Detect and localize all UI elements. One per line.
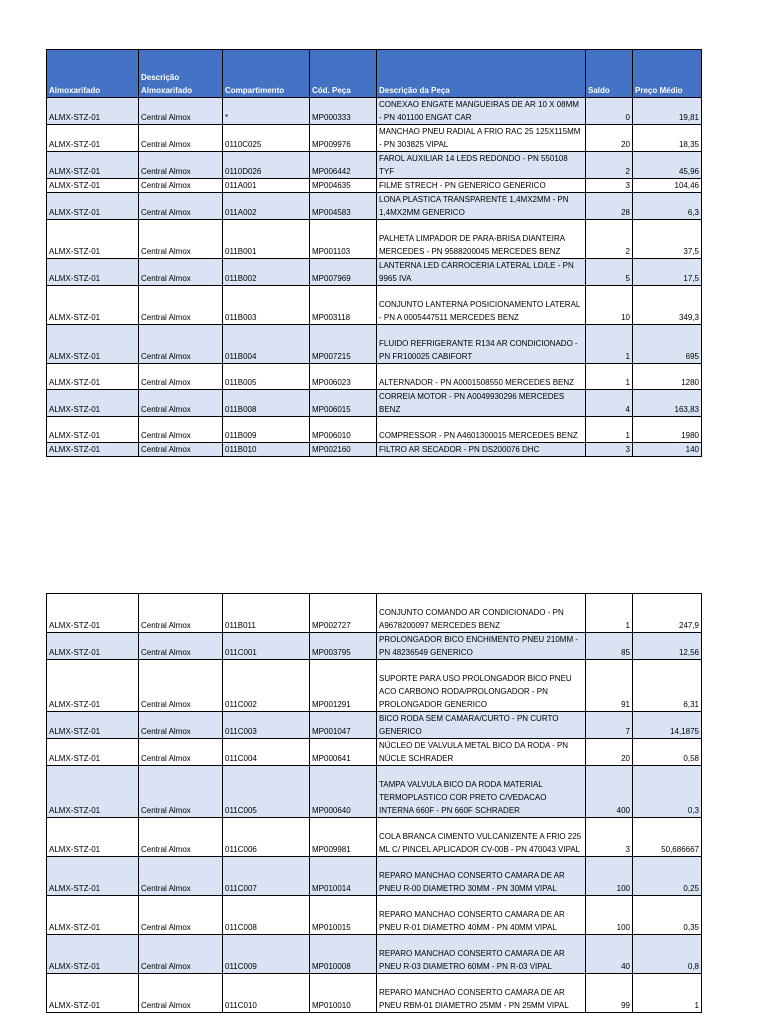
cell-cod-peca: MP006015	[310, 390, 377, 417]
cell-preco-medio: 1	[633, 974, 702, 1013]
cell-cod-peca: MP003118	[310, 286, 377, 325]
table-row	[47, 935, 702, 974]
cell-almoxarifado: ALMX-STZ-01	[47, 896, 139, 935]
cell-descricao-almoxarifado: Central Almox	[139, 179, 223, 193]
inventory-table-page-1	[46, 49, 702, 457]
cell-descricao-almoxarifado: Central Almox	[139, 857, 223, 896]
table-row	[47, 633, 702, 660]
cell-preco-medio: 19,81	[633, 98, 702, 125]
cell-saldo: 3	[586, 443, 633, 457]
cell-saldo: 85	[586, 633, 633, 660]
cell-descricao-almoxarifado: Central Almox	[139, 98, 223, 125]
cell-descricao-almoxarifado: Central Almox	[139, 935, 223, 974]
cell-almoxarifado: ALMX-STZ-01	[47, 364, 139, 390]
table-row	[47, 179, 702, 193]
cell-descricao-almoxarifado: Central Almox	[139, 325, 223, 364]
cell-preco-medio: 349,3	[633, 286, 702, 325]
cell-preco-medio: 37,5	[633, 220, 702, 259]
cell-descricao-almoxarifado: Central Almox	[139, 417, 223, 443]
cell-compartimento: 011B008	[223, 390, 310, 417]
cell-preco-medio: 140	[633, 443, 702, 457]
cell-almoxarifado: ALMX-STZ-01	[47, 125, 139, 152]
cell-preco-medio: 17,5	[633, 259, 702, 286]
cell-preco-medio: 1980	[633, 417, 702, 443]
cell-descricao-peca: BICO RODA SEM CAMARA/CURTO - PN CURTO GENERICO	[377, 712, 586, 739]
cell-preco-medio: 18,35	[633, 125, 702, 152]
header-row	[47, 50, 702, 98]
cell-preco-medio: 12,56	[633, 633, 702, 660]
header-descricao-peca: Descrição da Peça	[377, 50, 586, 98]
cell-almoxarifado: ALMX-STZ-01	[47, 935, 139, 974]
header-saldo: Saldo	[586, 50, 633, 98]
table-row	[47, 390, 702, 417]
cell-saldo: 20	[586, 739, 633, 766]
cell-cod-peca: MP004635	[310, 179, 377, 193]
cell-cod-peca: MP010010	[310, 974, 377, 1013]
cell-cod-peca: MP001103	[310, 220, 377, 259]
cell-compartimento: 011B009	[223, 417, 310, 443]
cell-cod-peca: MP001047	[310, 712, 377, 739]
cell-descricao-peca: LANTERNA LED CARROCERIA LATERAL LD/LE - PN 9965 IVA	[377, 259, 586, 286]
cell-cod-peca: MP002727	[310, 594, 377, 633]
cell-cod-peca: MP000333	[310, 98, 377, 125]
cell-compartimento: 011C008	[223, 896, 310, 935]
cell-descricao-almoxarifado: Central Almox	[139, 660, 223, 712]
cell-saldo: 7	[586, 712, 633, 739]
cell-compartimento: 011B003	[223, 286, 310, 325]
table-row	[47, 739, 702, 766]
cell-descricao-peca: FILTRO AR SECADOR - PN DS200076 DHC	[377, 443, 586, 457]
table-row	[47, 712, 702, 739]
cell-descricao-almoxarifado: Central Almox	[139, 364, 223, 390]
cell-saldo: 20	[586, 125, 633, 152]
cell-descricao-peca: ALTERNADOR - PN A0001508550 MERCEDES BENZ	[377, 364, 586, 390]
cell-preco-medio: 6,31	[633, 660, 702, 712]
cell-cod-peca: MP006023	[310, 364, 377, 390]
cell-compartimento: 011C004	[223, 739, 310, 766]
inventory-table-page-2	[46, 593, 702, 1013]
cell-saldo: 10	[586, 286, 633, 325]
cell-compartimento: 011A002	[223, 193, 310, 220]
cell-descricao-peca: PROLONGADOR BICO ENCHIMENTO PNEU 210MM - PN 48236549 GENERICO	[377, 633, 586, 660]
cell-saldo: 4	[586, 390, 633, 417]
cell-compartimento: 011C010	[223, 974, 310, 1013]
table-row	[47, 417, 702, 443]
cell-descricao-peca: PALHETA LIMPADOR DE PARA-BRISA DIANTEIRA MERCEDES - PN 9588200045 MERCEDES BENZ	[377, 220, 586, 259]
cell-descricao-almoxarifado: Central Almox	[139, 193, 223, 220]
cell-saldo: 100	[586, 857, 633, 896]
cell-descricao-almoxarifado: Central Almox	[139, 739, 223, 766]
cell-preco-medio: 50,686667	[633, 818, 702, 857]
cell-preco-medio: 45,96	[633, 152, 702, 179]
table-row	[47, 766, 702, 818]
cell-almoxarifado: ALMX-STZ-01	[47, 98, 139, 125]
cell-compartimento: 011B010	[223, 443, 310, 457]
cell-saldo: 1	[586, 325, 633, 364]
cell-cod-peca: MP002160	[310, 443, 377, 457]
cell-cod-peca: MP009976	[310, 125, 377, 152]
cell-compartimento: 011C001	[223, 633, 310, 660]
cell-descricao-peca: LONA PLASTICA TRANSPARENTE 1,4MX2MM - PN 1,4MX2MM GENERICO	[377, 193, 586, 220]
cell-compartimento: 011B002	[223, 259, 310, 286]
cell-cod-peca: MP001291	[310, 660, 377, 712]
cell-saldo: 0	[586, 98, 633, 125]
cell-almoxarifado: ALMX-STZ-01	[47, 325, 139, 364]
table-row	[47, 818, 702, 857]
cell-compartimento: 011B005	[223, 364, 310, 390]
table-row	[47, 325, 702, 364]
cell-almoxarifado: ALMX-STZ-01	[47, 259, 139, 286]
cell-compartimento: 011C007	[223, 857, 310, 896]
cell-descricao-peca: NÚCLEO DE VALVULA METAL BICO DA RODA - PN NÚCLE SCHRADER	[377, 739, 586, 766]
cell-compartimento: 0110C025	[223, 125, 310, 152]
header-cod-peca: Cód. Peça	[310, 50, 377, 98]
cell-compartimento: 011C003	[223, 712, 310, 739]
table-row	[47, 259, 702, 286]
cell-saldo: 2	[586, 152, 633, 179]
cell-preco-medio: 0,8	[633, 935, 702, 974]
cell-descricao-almoxarifado: Central Almox	[139, 712, 223, 739]
cell-descricao-almoxarifado: Central Almox	[139, 152, 223, 179]
header-almoxarifado: Almoxarifado	[47, 50, 139, 98]
cell-preco-medio: 247,9	[633, 594, 702, 633]
cell-almoxarifado: ALMX-STZ-01	[47, 443, 139, 457]
cell-almoxarifado: ALMX-STZ-01	[47, 179, 139, 193]
cell-preco-medio: 0,25	[633, 857, 702, 896]
cell-saldo: 28	[586, 193, 633, 220]
cell-saldo: 100	[586, 896, 633, 935]
cell-preco-medio: 104,46	[633, 179, 702, 193]
cell-cod-peca: MP000641	[310, 739, 377, 766]
cell-almoxarifado: ALMX-STZ-01	[47, 712, 139, 739]
cell-preco-medio: 0,3	[633, 766, 702, 818]
cell-cod-peca: MP007969	[310, 259, 377, 286]
cell-descricao-almoxarifado: Central Almox	[139, 259, 223, 286]
cell-compartimento: 011B004	[223, 325, 310, 364]
cell-almoxarifado: ALMX-STZ-01	[47, 152, 139, 179]
header-preco-medio: Preço Médio	[633, 50, 702, 98]
header-descricao-almoxarifado: Descrição Almoxarifado	[139, 50, 223, 98]
cell-descricao-peca: FAROL AUXILIAR 14 LEDS REDONDO - PN 550108 TYF	[377, 152, 586, 179]
table-row	[47, 98, 702, 125]
table-row	[47, 286, 702, 325]
cell-cod-peca: MP004583	[310, 193, 377, 220]
table-row	[47, 220, 702, 259]
cell-descricao-peca: COLA BRANCA CIMENTO VULCANIZENTE A FRIO 225 ML C/ PINCEL APLICADOR CV-00B - PN 470043 VIPAL	[377, 818, 586, 857]
cell-saldo: 1	[586, 364, 633, 390]
cell-descricao-almoxarifado: Central Almox	[139, 286, 223, 325]
cell-cod-peca: MP000640	[310, 766, 377, 818]
cell-compartimento: 011B001	[223, 220, 310, 259]
cell-descricao-peca: REPARO MANCHAO CONSERTO CAMARA DE AR PNEU R-01 DIAMETRO 40MM - PN 40MM VIPAL	[377, 896, 586, 935]
table-row	[47, 896, 702, 935]
table-row	[47, 594, 702, 633]
table-row	[47, 125, 702, 152]
cell-descricao-peca: FLUIDO REFRIGERANTE R134 AR CONDICIONADO - PN FR100025 CABIFORT	[377, 325, 586, 364]
cell-descricao-peca: REPARO MANCHAO CONSERTO CAMARA DE AR PNEU R-03 DIAMETRO 60MM - PN R-03 VIPAL	[377, 935, 586, 974]
cell-descricao-peca: COMPRESSOR - PN A4601300015 MERCEDES BENZ	[377, 417, 586, 443]
cell-cod-peca: MP010015	[310, 896, 377, 935]
cell-almoxarifado: ALMX-STZ-01	[47, 193, 139, 220]
table-row	[47, 364, 702, 390]
cell-cod-peca: MP009981	[310, 818, 377, 857]
cell-descricao-peca: SUPORTE PARA USO PROLONGADOR BICO PNEU ACO CARBONO RODA/PROLONGADOR - PN PROLONGADOR GENERICO	[377, 660, 586, 712]
cell-descricao-peca: REPARO MANCHAO CONSERTO CAMARA DE AR PNEU RBM-01 DIAMETRO 25MM - PN 25MM VIPAL	[377, 974, 586, 1013]
cell-descricao-almoxarifado: Central Almox	[139, 766, 223, 818]
cell-saldo: 40	[586, 935, 633, 974]
cell-almoxarifado: ALMX-STZ-01	[47, 857, 139, 896]
cell-preco-medio: 0,58	[633, 739, 702, 766]
cell-descricao-almoxarifado: Central Almox	[139, 818, 223, 857]
cell-cod-peca: MP006442	[310, 152, 377, 179]
header-compartimento: Compartimento	[223, 50, 310, 98]
cell-almoxarifado: ALMX-STZ-01	[47, 390, 139, 417]
cell-descricao-peca: REPARO MANCHAO CONSERTO CAMARA DE AR PNEU R-00 DIAMETRO 30MM - PN 30MM VIPAL	[377, 857, 586, 896]
cell-descricao-almoxarifado: Central Almox	[139, 220, 223, 259]
cell-saldo: 1	[586, 417, 633, 443]
cell-saldo: 2	[586, 220, 633, 259]
table-row	[47, 152, 702, 179]
cell-saldo: 1	[586, 594, 633, 633]
table-row	[47, 443, 702, 457]
cell-saldo: 400	[586, 766, 633, 818]
cell-compartimento: *	[223, 98, 310, 125]
cell-almoxarifado: ALMX-STZ-01	[47, 286, 139, 325]
cell-compartimento: 011C005	[223, 766, 310, 818]
cell-descricao-peca: CONEXAO ENGATE MANGUEIRAS DE AR 10 X 08MM - PN 401100 ENGAT CAR	[377, 98, 586, 125]
cell-almoxarifado: ALMX-STZ-01	[47, 220, 139, 259]
cell-compartimento: 011C002	[223, 660, 310, 712]
cell-almoxarifado: ALMX-STZ-01	[47, 660, 139, 712]
cell-compartimento: 011C006	[223, 818, 310, 857]
cell-compartimento: 011B011	[223, 594, 310, 633]
cell-preco-medio: 695	[633, 325, 702, 364]
cell-descricao-almoxarifado: Central Almox	[139, 896, 223, 935]
table-row	[47, 857, 702, 896]
table-row	[47, 974, 702, 1013]
cell-preco-medio: 1280	[633, 364, 702, 390]
cell-descricao-almoxarifado: Central Almox	[139, 594, 223, 633]
cell-almoxarifado: ALMX-STZ-01	[47, 818, 139, 857]
cell-saldo: 3	[586, 818, 633, 857]
cell-descricao-almoxarifado: Central Almox	[139, 443, 223, 457]
cell-saldo: 91	[586, 660, 633, 712]
cell-preco-medio: 14,1875	[633, 712, 702, 739]
cell-preco-medio: 0,35	[633, 896, 702, 935]
cell-cod-peca: MP007215	[310, 325, 377, 364]
cell-compartimento: 0110D026	[223, 152, 310, 179]
cell-almoxarifado: ALMX-STZ-01	[47, 417, 139, 443]
cell-almoxarifado: ALMX-STZ-01	[47, 633, 139, 660]
cell-descricao-peca: MANCHAO PNEU RADIAL A FRIO RAC 25 125X115MM - PN 303825 VIPAL	[377, 125, 586, 152]
cell-saldo: 5	[586, 259, 633, 286]
table-row	[47, 660, 702, 712]
cell-cod-peca: MP003795	[310, 633, 377, 660]
cell-saldo: 99	[586, 974, 633, 1013]
cell-compartimento: 011C009	[223, 935, 310, 974]
table-row	[47, 193, 702, 220]
cell-descricao-almoxarifado: Central Almox	[139, 125, 223, 152]
cell-saldo: 3	[586, 179, 633, 193]
cell-cod-peca: MP006010	[310, 417, 377, 443]
cell-almoxarifado: ALMX-STZ-01	[47, 594, 139, 633]
cell-almoxarifado: ALMX-STZ-01	[47, 739, 139, 766]
cell-descricao-almoxarifado: Central Almox	[139, 390, 223, 417]
cell-descricao-almoxarifado: Central Almox	[139, 633, 223, 660]
cell-descricao-peca: TAMPA VALVULA BICO DA RODA MATERIAL TERMOPLASTICO COR PRETO C/VEDACAO INTERNA 660F - PN 660F SCHRADER	[377, 766, 586, 818]
cell-cod-peca: MP010008	[310, 935, 377, 974]
cell-almoxarifado: ALMX-STZ-01	[47, 766, 139, 818]
cell-preco-medio: 6,3	[633, 193, 702, 220]
cell-descricao-almoxarifado: Central Almox	[139, 974, 223, 1013]
cell-cod-peca: MP010014	[310, 857, 377, 896]
cell-preco-medio: 163,83	[633, 390, 702, 417]
cell-descricao-peca: CORREIA MOTOR - PN A0049930296 MERCEDES BENZ	[377, 390, 586, 417]
cell-descricao-peca: CONJUNTO LANTERNA POSICIONAMENTO LATERAL - PN A 0005447511 MERCEDES BENZ	[377, 286, 586, 325]
cell-almoxarifado: ALMX-STZ-01	[47, 974, 139, 1013]
cell-descricao-peca: FILME STRECH - PN GENERICO GENERICO	[377, 179, 586, 193]
cell-descricao-peca: CONJUNTO COMANDO AR CONDICIONADO - PN A9678200097 MERCEDES BENZ	[377, 594, 586, 633]
cell-compartimento: 011A001	[223, 179, 310, 193]
